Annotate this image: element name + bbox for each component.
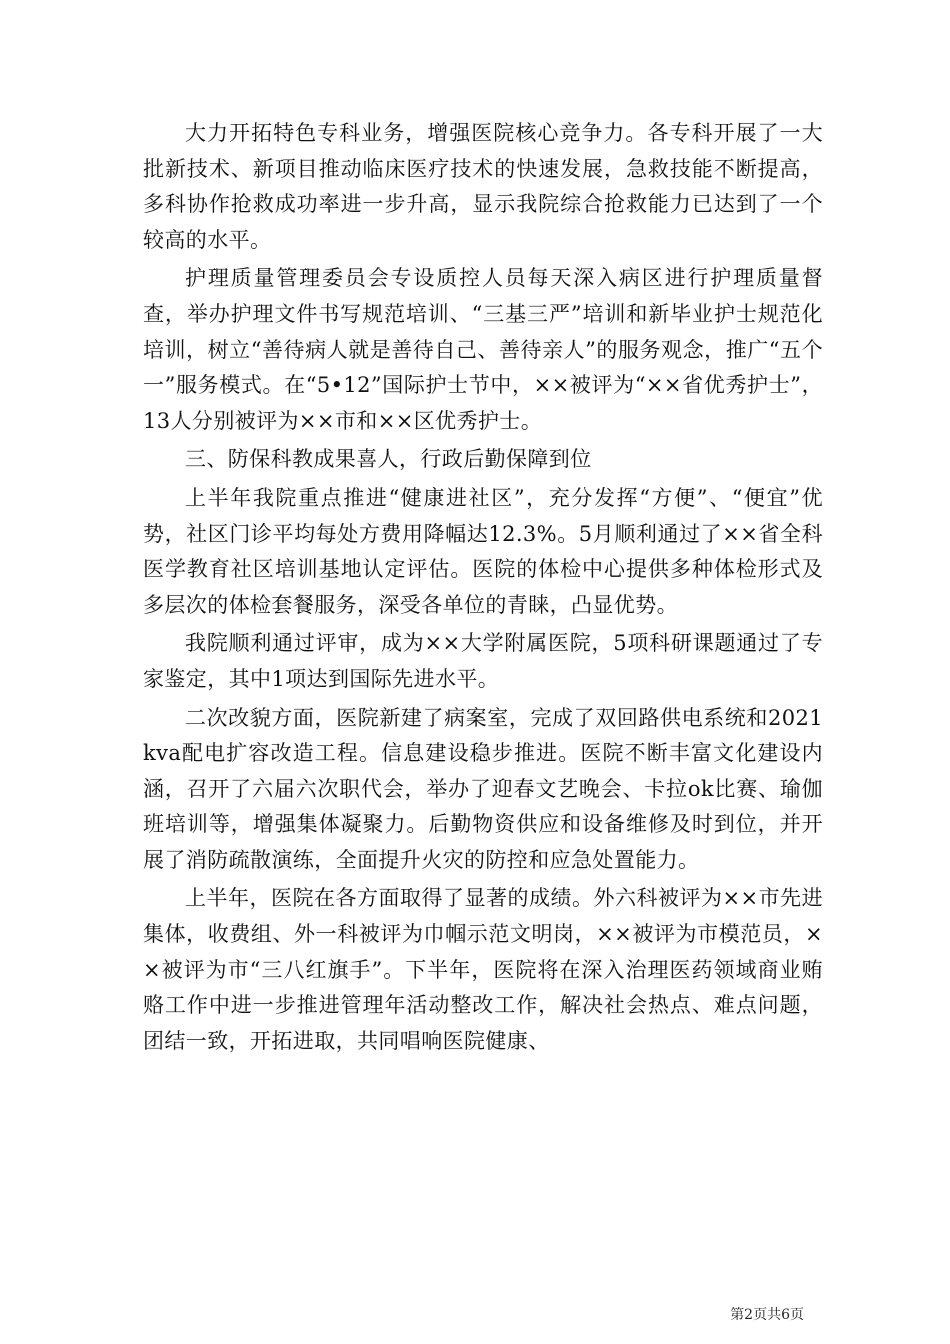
paragraph-specialty-development: 大力开拓特色专科业务，增强医院核心竞争力。各专科开展了一大批新技术、新项目推动临床医疗技术的快速发展，急救技能不断提高，多科协作抢救成功率进一步升高，显示我院综合抢救能力已达到了一个较高的水平。 (143, 121, 823, 252)
document-body (143, 116, 823, 1062)
paragraph-infrastructure: 二次改貌方面，医院新建了病案室，完成了双回路供电系统和2021kva配电扩容改造工程。信息建设稳步推进。医院不断丰富文化建设内涵，召开了六届六次职代会，举办了迎春文艺晚会、卡拉ok比赛、瑜伽班培训等，增强集体凝聚力。后勤物资供应和设备维修及时到位，并开展了消防疏散演练，全面提升火灾的防控和应急处置能力。 (143, 705, 823, 872)
page-number: 第2页共6页 (730, 1307, 804, 1323)
paragraph-nursing-quality: 护理质量管理委员会专设质控人员每天深入病区进行护理质量督查，举办护理文件书写规范培训、“三基三严”培训和新毕业护士规范化培训，树立“善待病人就是善待自己、善待亲人”的服务观念，推广“五个一”服务模式。在“5•12”国际护士节中，××被评为“××省优秀护士”，13人分别被评为××市和××区优秀护士。 (143, 266, 823, 433)
section-heading-three: 三、防保科教成果喜人，行政后勤保障到位 (185, 447, 592, 472)
paragraph-achievements: 上半年，医院在各方面取得了显著的成绩。外六科被评为××市先进集体，收费组、外一科被评为巾帼示范文明岗，××被评为市模范员，××被评为市“三八红旗手”。下半年，医院将在深入治理医药领域商业贿赂工作中进一步推进管理年活动整改工作，解决社会热点、难点问题，团结一致，开拓进取，共同唱响医院健康、 (143, 886, 823, 1053)
paragraph-research-review: 我院顺利通过评审，成为××大学附属医院，5项科研课题通过了专家鉴定，其中1项达到国际先进水平。 (143, 631, 823, 691)
paragraph-community-health: 上半年我院重点推进“健康进社区”，充分发挥“方便”、“便宜”优势，社区门诊平均每处方费用降幅达12.3%。5月顺利通过了××省全科医学教育社区培训基地认定评估。医院的体检中心提供多种体检形式及多层次的体检套餐服务，深受各单位的青睐，凸显优势。 (143, 485, 823, 617)
